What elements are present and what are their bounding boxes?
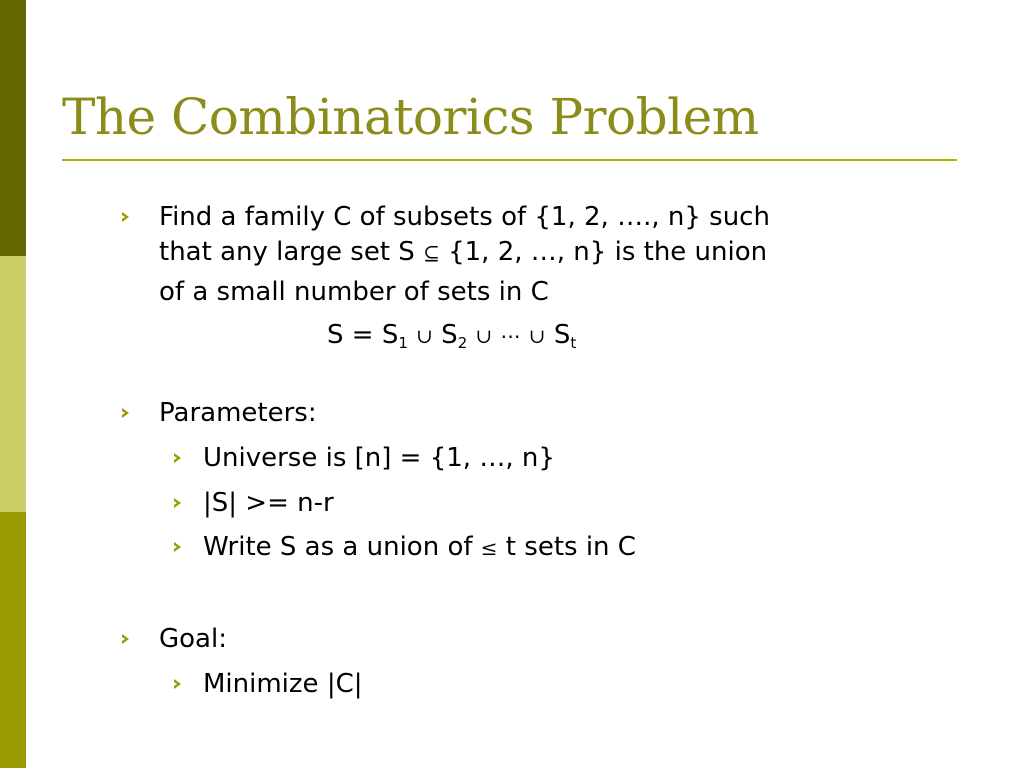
side-bar-top-segment [0, 0, 26, 256]
title-underline [62, 159, 957, 161]
union-symbol: ∪ [475, 324, 493, 348]
text-fragment: t sets in C [497, 532, 636, 562]
bullet-arrow-icon [122, 408, 129, 418]
sub-bullet-write-union [203, 529, 636, 566]
bullet-goal: Goal: [159, 624, 227, 654]
sub-bullet-arrow-icon [174, 453, 181, 463]
bullet-line: of a small number of sets in C [159, 277, 549, 307]
bullet-line: Find a family C of subsets of {1, 2, …., n} such [159, 202, 770, 232]
text-fragment: Write S as a union of [203, 532, 481, 562]
union-symbol: ∪ [528, 324, 546, 348]
subscript: 2 [457, 334, 468, 352]
sub-bullet-arrow-icon [174, 498, 181, 508]
text-fragment: S = S [327, 320, 399, 350]
sub-bullet-universe: Universe is [n] = {1, …, n} [203, 443, 555, 473]
union-symbol: ∪ [416, 324, 433, 348]
subset-symbol: ⊆ [423, 241, 440, 265]
bullet-parameters: Parameters: [159, 398, 317, 428]
ellipsis-symbol: ⋯ [500, 324, 521, 348]
side-accent-bar [0, 0, 26, 768]
text-fragment: {1, 2, …, n} is the union [439, 237, 768, 267]
text-fragment: that any large set S [159, 237, 424, 267]
leq-symbol: ≤ [480, 536, 498, 560]
side-bar-middle-segment [0, 256, 26, 512]
bullet-arrow-icon [122, 212, 129, 222]
sub-bullet-minimize: Minimize |C| [203, 669, 363, 699]
union-equation [327, 317, 576, 354]
subscript: t [570, 334, 577, 352]
text-fragment: S [553, 320, 571, 350]
sub-bullet-arrow-icon [174, 679, 181, 689]
side-bar-bottom-segment [0, 512, 26, 768]
slide-title: The Combinatorics Problem [62, 88, 759, 146]
subscript: 1 [398, 334, 408, 352]
sub-bullet-arrow-icon [174, 542, 181, 552]
bullet-arrow-icon [122, 634, 129, 644]
text-fragment: S [441, 320, 458, 350]
bullet-line [159, 234, 767, 271]
sub-bullet-size: |S| >= n-r [203, 488, 334, 518]
